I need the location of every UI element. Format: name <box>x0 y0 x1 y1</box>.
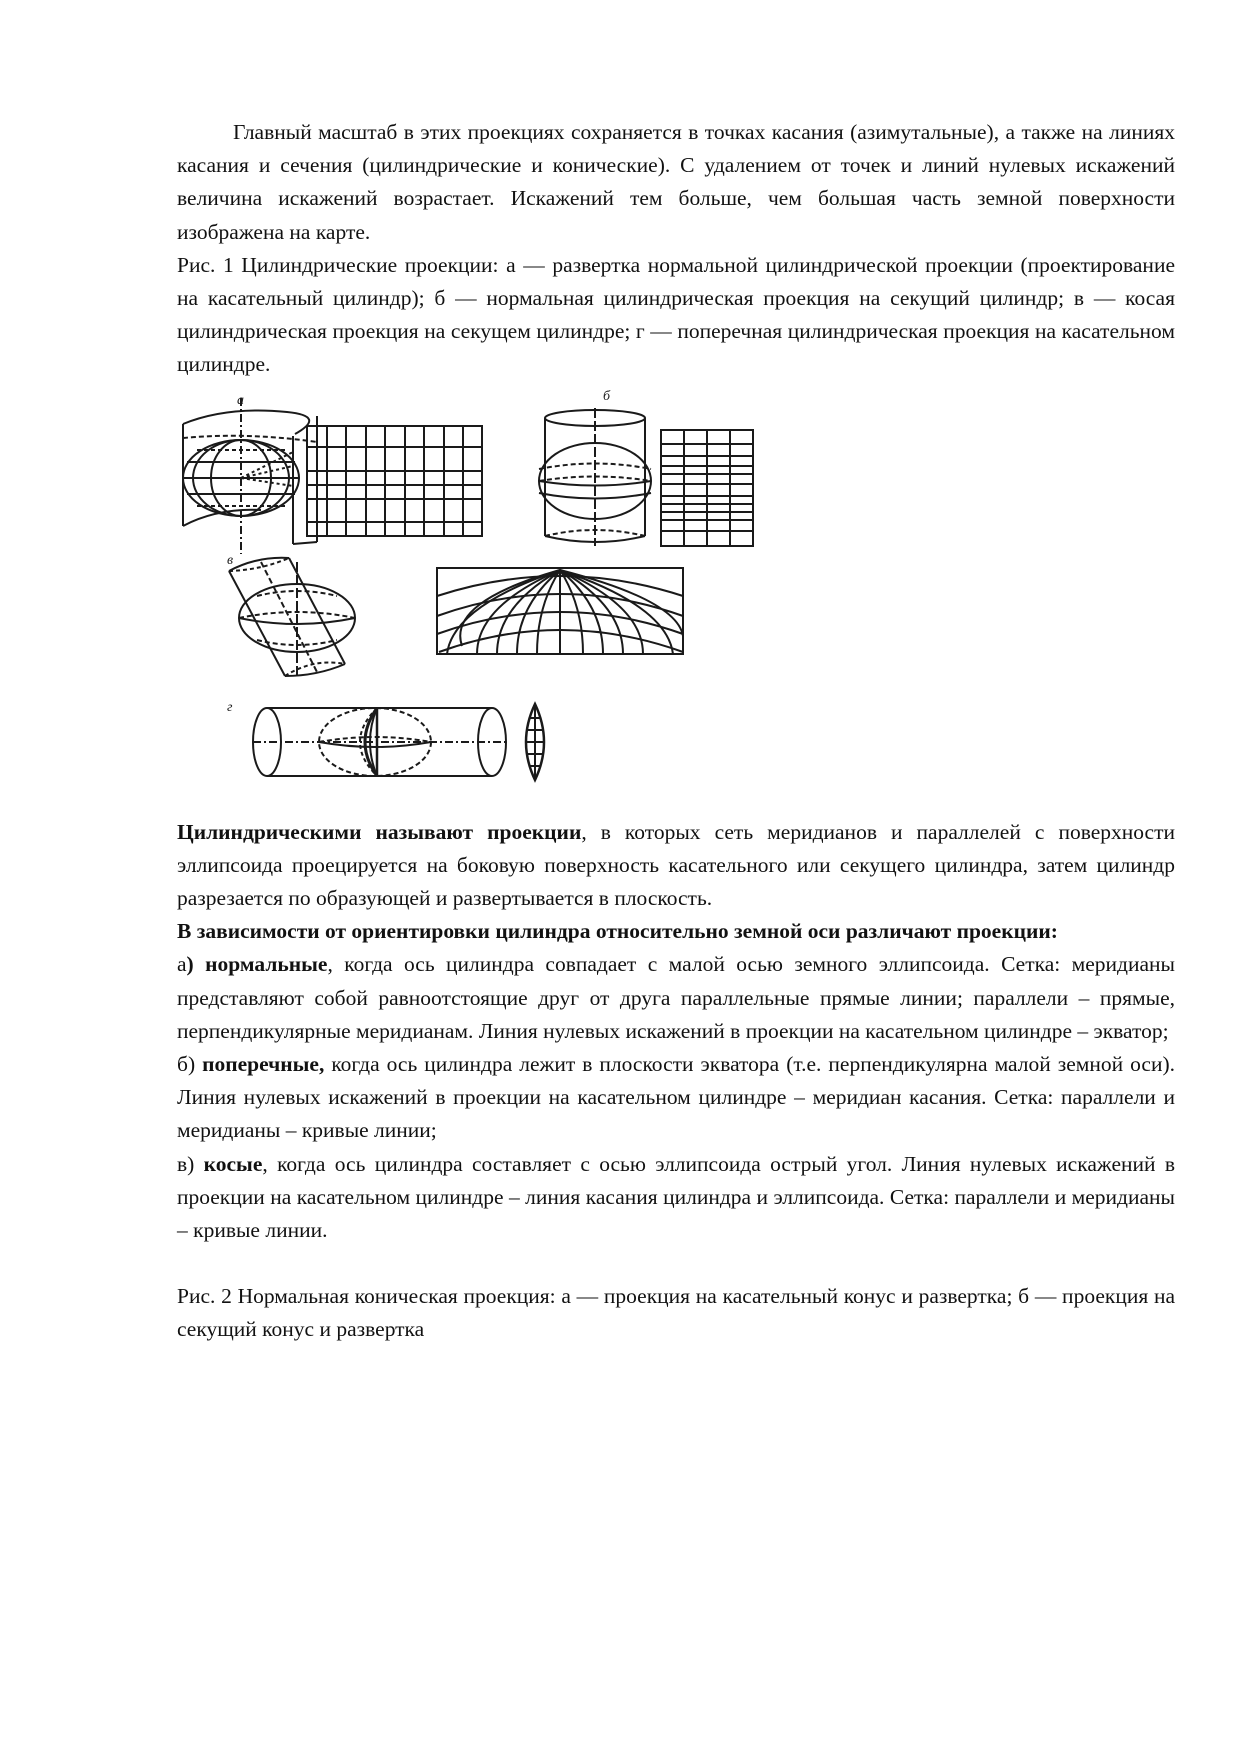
document-page <box>177 116 1175 1347</box>
panel-v-development <box>437 568 683 654</box>
definition-paragraph <box>177 816 1175 916</box>
figure1-cylindrical-projections <box>177 386 1177 806</box>
list-item-term: поперечные, <box>202 1052 325 1077</box>
panel-a-cylinder <box>183 398 317 554</box>
panel-g-development <box>525 704 545 780</box>
list-item-prefix: в) <box>177 1151 204 1176</box>
list-item-text: , когда ось цилиндра совпадает с малой осью земного эллипсоида. Сетка: меридианы представляют собой равноотстоящие друг от друга параллельные прямые линии; параллели – прямые, перпендикулярные меридианам. Линия нулевых искажений в проекции на касательном цилиндре – экватор; <box>177 952 1175 1043</box>
intro-paragraph: Главный масштаб в этих проекциях сохраняется в точках касания (азимутальные), а также на линиях касания и сечения (цилиндрические и конические). С удалением от точек и линий нулевых искажений величина искажений возрастает. Искажений тем больше, чем большая часть земной поверхности изображена на карте. <box>177 120 1175 244</box>
list-item-prefix: б) <box>177 1052 203 1077</box>
list-item-text: , когда ось цилиндра составляет с осью эллипсоида острый угол. Линия нулевых искажений в проекции на касательном цилиндре – линия касания цилиндра и эллипсоида. Сетка: параллели и меридианы – кривые линии. <box>177 1151 1175 1243</box>
panel-b-cylinder <box>539 408 651 546</box>
figure-label-v: в <box>227 552 234 568</box>
list-item-term: ) нормальные <box>186 952 328 977</box>
list-item-prefix: а <box>177 952 187 977</box>
list-item-text: когда ось цилиндра лежит в плоскости экватора (т.е. перпендикулярна малой земной оси). Линия нулевых искажений в проекции на касательном цилиндре – меридиан касания. Сетка: параллели и меридианы – кривые линии; <box>177 1052 1175 1143</box>
figure1-caption: Рис. 1 Цилиндрические проекции: а — развертка нормальной цилиндрической проекции (проектирование на касательный цилиндр); б — нормальная цилиндрическая проекция на секущий цилиндр; в — косая цилиндрическая проекция на секущем цилиндре; г — поперечная цилиндрическая проекция на касательном цилиндре. <box>177 252 1175 377</box>
definition-text: , в которых сеть меридианов и параллелей с поверхности эллипсоида проецируется на боковую поверхность касательного или секущего цилиндра, затем цилиндр разрезается по образующей и развертывается в плоскость. <box>177 819 1176 911</box>
list-item-term: косые <box>203 1151 263 1176</box>
figure-label-b: б <box>603 388 611 404</box>
list-item <box>177 948 1175 1048</box>
list-item <box>177 1148 1175 1248</box>
figure-label-a: а <box>237 392 244 408</box>
definition-term: Цилиндрическими называют проекции <box>177 819 582 844</box>
figure2-caption: Рис. 2 Нормальная коническая проекция: а — проекция на касательный конус и развертка; б — проекция на секущий конус и развертка <box>177 1284 1175 1342</box>
figure-label-g: г <box>227 699 233 715</box>
panel-a-development <box>307 426 482 536</box>
classification-heading: В зависимости от ориентировки цилиндра относительно земной оси различают проекции: <box>177 919 1058 944</box>
list-item <box>177 1048 1175 1148</box>
panel-v-cylinder <box>229 557 355 675</box>
figure1-drawing <box>177 386 1177 806</box>
panel-b-development <box>661 430 753 546</box>
panel-g-cylinder <box>253 708 507 776</box>
